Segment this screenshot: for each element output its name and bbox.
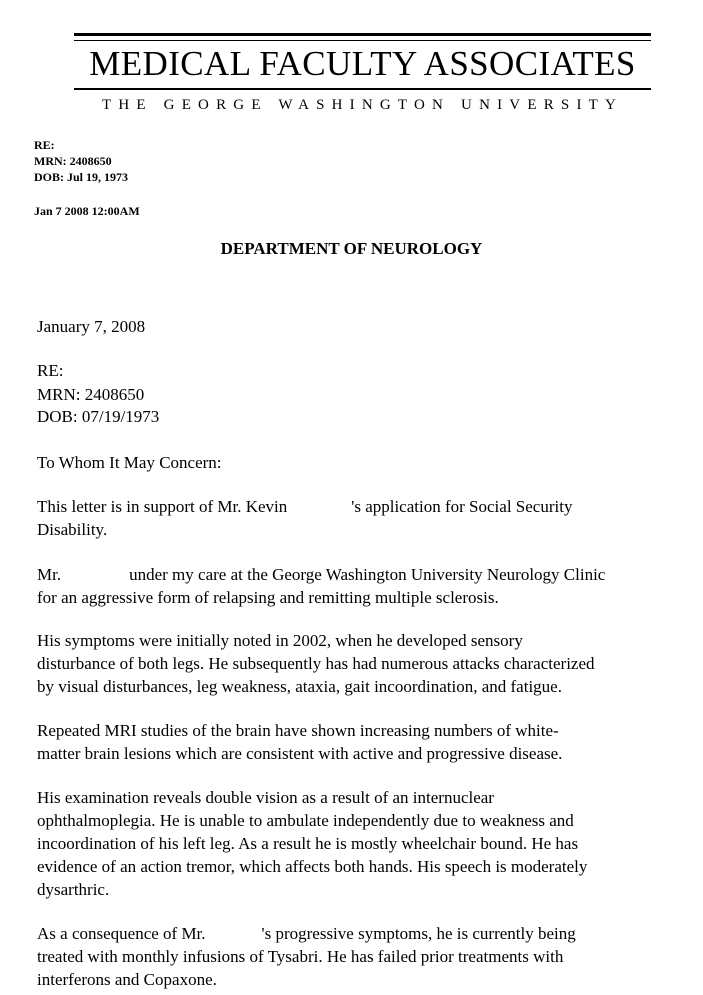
paragraph-6-line-3: interferons and Copaxone. (37, 970, 217, 989)
letterhead-rule-top (74, 33, 651, 36)
p1-text-a: This letter is in support of Mr. Kevin (37, 497, 288, 516)
header-dob: DOB: Jul 19, 1973 (34, 170, 129, 184)
university-name: THE GEORGE WASHINGTON UNIVERSITY (101, 97, 624, 113)
salutation: To Whom It May Concern: (37, 453, 222, 472)
paragraph-6-line-1 (37, 923, 576, 945)
paragraph-4-line-2: matter brain lesions which are consistent with active and progressive disease. (37, 744, 563, 763)
paragraph-5-line-3: incoordination of his left leg. As a result he is mostly wheelchair bound. He has (37, 834, 579, 853)
paragraph-5-line-5: dysarthric. (37, 880, 110, 899)
header-re: RE: (34, 138, 55, 152)
paragraph-2-line-1 (37, 564, 605, 586)
p1-text-b: 's application for Social Security (351, 497, 573, 516)
paragraph-1-line-2: Disability. (37, 520, 108, 539)
p6-text-a: As a consequence of Mr. (37, 924, 206, 943)
p6-text-b: 's progressive symptoms, he is currently being (261, 924, 576, 943)
paragraph-4-line-1: Repeated MRI studies of the brain have shown increasing numbers of white- (37, 721, 559, 740)
letterhead-rule-top-thin (74, 40, 651, 41)
paragraph-6-line-2: treated with monthly infusions of Tysabri. He has failed prior treatments with (37, 947, 564, 966)
letter-date: January 7, 2008 (37, 317, 146, 336)
letter-dob: DOB: 07/19/1973 (37, 407, 160, 426)
letter-re: RE: (37, 361, 64, 380)
paragraph-3-line-1: His symptoms were initially noted in 2002, when he developed sensory (37, 631, 523, 650)
letterhead-rule-bottom (74, 88, 651, 90)
paragraph-5-line-4: evidence of an action tremor, which affects both hands. His speech is moderately (37, 857, 588, 876)
letter-mrn: MRN: 2408650 (37, 385, 145, 404)
paragraph-5-line-2: ophthalmoplegia. He is unable to ambulate independently due to weakness and (37, 811, 574, 830)
p2-text-b: under my care at the George Washington University Neurology Clinic (129, 565, 606, 584)
paragraph-3-line-3: by visual disturbances, leg weakness, ataxia, gait incoordination, and fatigue. (37, 677, 562, 696)
p2-text-a: Mr. (37, 565, 62, 584)
department-title: DEPARTMENT OF NEUROLOGY (220, 239, 483, 258)
paragraph-2-line-2: for an aggressive form of relapsing and remitting multiple sclerosis. (37, 588, 499, 607)
header-timestamp: Jan 7 2008 12:00AM (34, 204, 140, 218)
header-mrn: MRN: 2408650 (34, 154, 112, 168)
paragraph-5-line-1: His examination reveals double vision as a result of an internuclear (37, 788, 494, 807)
organization-name: MEDICAL FACULTY ASSOCIATES (89, 44, 636, 83)
paragraph-3-line-2: disturbance of both legs. He subsequently has had numerous attacks characterized (37, 654, 595, 673)
paragraph-1-line-1 (37, 496, 572, 518)
